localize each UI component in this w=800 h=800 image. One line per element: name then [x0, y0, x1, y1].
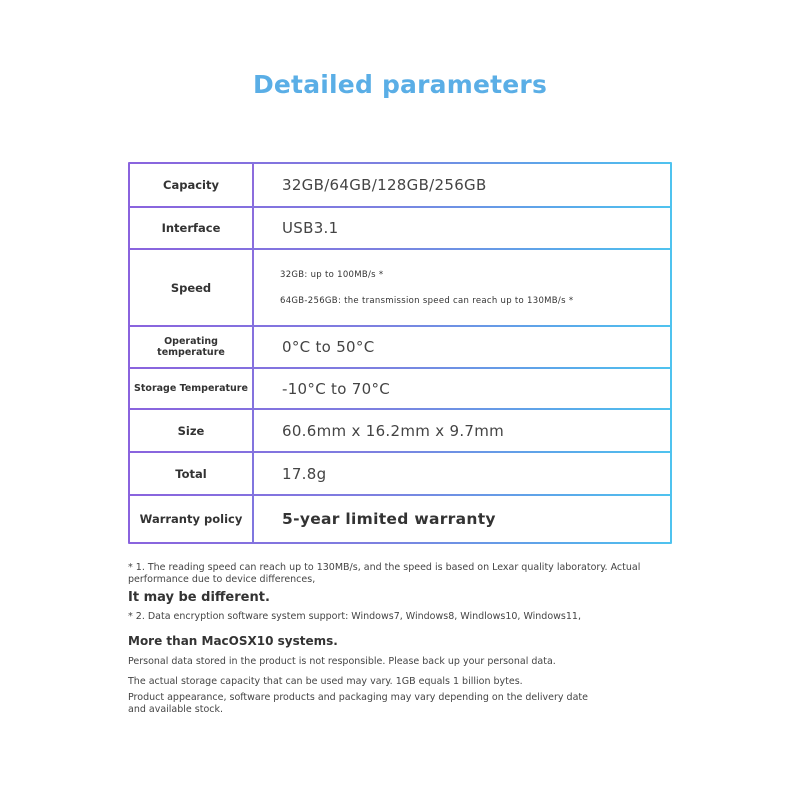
footnote-1: * 1. The reading speed can reach up to 130MB/s, and the speed is based on Lexar quality laboratory. Actual performance due to device differences,	[128, 562, 641, 585]
spec-label: Interface	[161, 221, 221, 235]
spec-value-speed	[280, 250, 573, 325]
spec-value: 60.6mm x 16.2mm x 9.7mm	[282, 421, 505, 440]
spec-label: Operating temperature	[157, 336, 225, 358]
spec-label: Total	[175, 466, 207, 481]
spec-row-operating-temperature	[130, 327, 670, 367]
page-title: Detailed parameters	[252, 70, 548, 99]
spec-row-storage-temperature	[130, 369, 670, 408]
footnote-5: Product appearance, software products and packaging may vary depending on the delivery date and available stock.	[128, 692, 588, 715]
footnote-3: Personal data stored in the product is not responsible. Please back up your personal data.	[128, 656, 556, 667]
spec-label: Capacity	[163, 178, 219, 192]
spec-row-size	[130, 410, 670, 451]
spec-value: 5-year limited warranty	[282, 510, 496, 528]
spec-row-capacity	[130, 164, 670, 206]
spec-label: Warranty policy	[139, 512, 243, 526]
spec-label: Size	[177, 423, 205, 438]
spec-value: USB3.1	[282, 219, 339, 237]
speed-line: 64GB-256GB: the transmission speed can reach up to 130MB/s *	[280, 295, 574, 306]
spec-table	[128, 162, 672, 544]
speed-line: 32GB: up to 100MB/s *	[280, 269, 384, 280]
spec-value: 17.8g	[282, 464, 327, 483]
spec-value: 0°C to 50°C	[282, 338, 375, 356]
footnote-1-emphasis: It may be different.	[128, 590, 270, 605]
spec-row-speed	[130, 250, 670, 325]
spec-value: 32GB/64GB/128GB/256GB	[282, 176, 487, 194]
footnote-4: The actual storage capacity that can be used may vary. 1GB equals 1 billion bytes.	[128, 676, 523, 687]
spec-row-total	[130, 453, 670, 494]
footnote-2: * 2. Data encryption software system support: Windows7, Windows8, Windlows10, Windows11,	[128, 611, 581, 622]
footnote-2-emphasis: More than MacOSX10 systems.	[128, 634, 338, 648]
spec-label: Speed	[170, 280, 212, 295]
spec-row-interface	[130, 208, 670, 248]
footnotes	[128, 562, 688, 716]
spec-value: -10°C to 70°C	[282, 379, 391, 398]
spec-row-warranty	[130, 496, 670, 542]
spec-label: Storage Temperature	[134, 383, 248, 394]
